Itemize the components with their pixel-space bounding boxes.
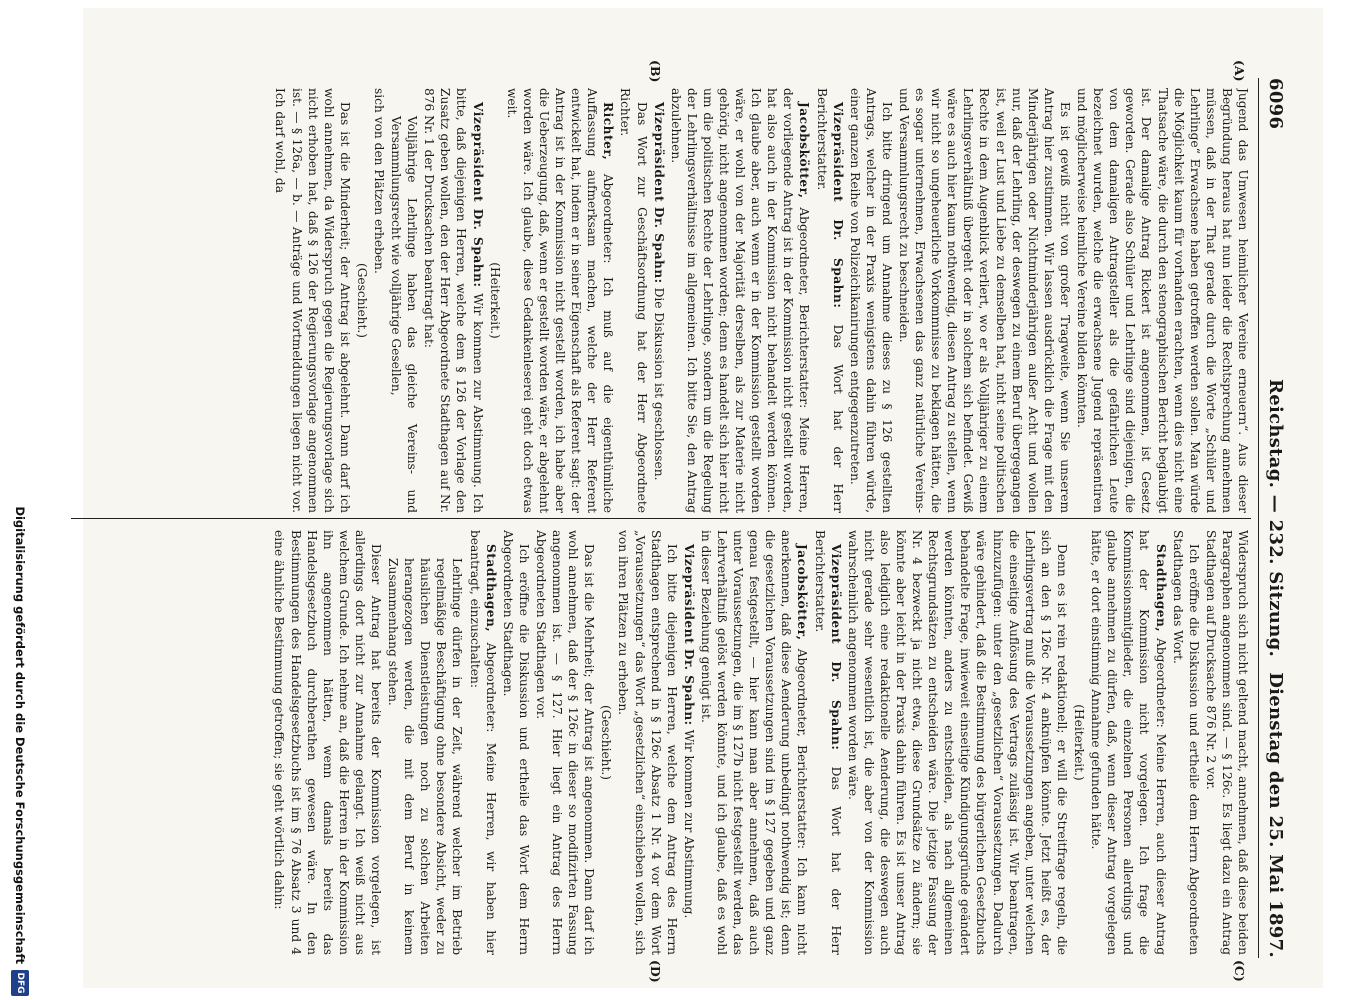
margin-mark-a: (A): [1232, 60, 1247, 82]
stage-direction: (Geschieht.): [599, 704, 614, 781]
quoted-amendment: Volljährige Lehrlinge haben das gleiche Vereins- und Versammlungsrecht wie volljährige Gesellen,: [389, 116, 420, 513]
speech-text: Die Diskussion ist geschlossen.: [651, 287, 666, 481]
paragraph: Jugend das Umwesen heimlicher Vereine erneuern“. Aus dieser Begründung heraus hat nun leider die Rechtsprechung annehmen müssen, daß in der That gerade durch die Worte „Schüler und Lehrlinge“ Erwachsene haben getroffen werden sollen. Man würde die Möglichkeit kaum für vorhanden erachten, wenn dies nicht eine Thatsache wäre, die durch den stenographischen Bericht beglaubigt ist. Der damalige Antrag Rickert ist angenommen, ist Gesetz geworden. Gerade also Schüler und Lehrlinge sind diejenigen, die von dem damaligen Antragsteller als die gefährlichen Leute bezeichnet wurden, welche die erwachsene Jugend repräsentiren und möglicherweise heimliche Vereine bilden könnten.: [1075, 88, 1250, 513]
right-column: [51, 530, 1251, 955]
speech-text: Das Wort hat der Herr Berichterstatter.: [812, 530, 843, 955]
footer-credit: Digitalisierung gefördert durch die Deutsche Forschungsgemeinschaft: [13, 506, 27, 964]
paragraph: Das ist die Mehrheit; der Antrag ist angenommen. Dann darf ich wohl annehmen, daß der § 126c in dieser so modifizirten Fassung angenommen ist. — § 127. Hier liegt ein Antrag des Herrn Abgeordneten Stadthagen vor.: [533, 530, 597, 955]
speech: [813, 88, 845, 513]
paragraph: Dieser Antrag hat bereits der Kommission vorgelegen, ist allerdings dort nicht zur Annahme gelangt. Ich weiß nicht aus welchem Grunde. Ich nehme an, daß die Herren in der Kommission ihn angenommen hätten, wenn damals bereits das Handelsgesetzbuch durchberathen gewesen wäre. In den Bestimmungen des Handelsgesetzbuchs ist im § 76 Absatz 3 und 4 eine ähnliche Bestimmung getroffen; sie geht wörtlich dahin:: [272, 530, 384, 955]
paragraph: Ich eröffne die Diskussion und ertheile dem Herrn Abgeordneten Stadthagen das Wort.: [1170, 530, 1201, 955]
paragraph: Es ist gewiß nicht von großer Tragweite, wenn Sie unserem Antrag hier zustimmen. Wir lassen ausdrücklich die Frage mit den Minderjährigen oder Nichtminderjährigen außer Acht und wollen nur, daß der Lehrling, der deswegen zu einem Beruf übergegangen ist, weil er Lust und Liebe zu demselben hat, nicht seine politischen Rechte in dem Augenblick verliert, wo er als Volljähriger zu einem Lehrlingsverhältniß übergeht oder in solchem sich befindet. Gewiß wäre es auch hier kaum nothwendig, diesen Antrag zu stellen, wenn wir nicht so ungeheuerliche Vorkommnisse zu beklagen hätten, die es sogar unternehmen, Erwachsenen das ganz natürliche Vereins- und Versammlungsrecht zu beschneiden.: [897, 88, 1072, 513]
speech: [698, 530, 811, 955]
speech-text: Abgeordneter: Meine Herren, auch dieser Antrag hat der Kommission nicht vorgelegen. Ich frage die Kommissionsmitglieder, die einzelnen Personen allerdings und glaube annehmen zu dürfen, daß, wenn dieser Antrag vorgelegen hätte, er dort einstimmig Annahme gefunden hätte.: [1089, 530, 1168, 955]
speaker-name: Jacobskötter,: [797, 102, 812, 199]
speech-text: Abgeordneter, Berichterstatter: Ich kann nicht anerkennen, daß diese Aenderung unbedingt nothwendig ist; denn die gesetzlichen Voraussetzungen sind im § 127 gegeben und ganz genau festgestellt, — hier kann man aber annehmen, daß auch unter Voraussetzungen, die im § 127b nicht festgestellt werden, das Lehrverhältniß gelöst werden könnte, und ich glaube, daß es wohl in dieser Beziehung genügt ist.: [698, 530, 810, 955]
paragraph: Ich eröffne die Diskussion und ertheile das Wort dem Herrn Abgeordneten Stadthagen.: [500, 530, 531, 955]
paragraph: sich von den Plätzen erheben.: [372, 88, 387, 274]
column-divider: [71, 518, 1251, 519]
paragraph: Das Wort zur Geschäftsordnung hat der Herr Abgeordnete Richter.: [618, 88, 649, 513]
dfg-logo-icon: DFG: [11, 970, 29, 996]
speaker-name: Stadthagen,: [483, 544, 498, 633]
speech: [421, 88, 485, 513]
header-rule: [1258, 78, 1259, 958]
speech-text: Wir kommen zur Abstimmung.: [681, 729, 696, 919]
speech-text: Wir kommen zur Abstimmung. Ich bitte, daß diejenigen Herren, welche dem § 126 der Vorlage den Zusatz geben wollen, den der Herr Abgeordnete Stadthagen auf Nr. 876 Nr. 1 der Drucksachen beantragt hat:: [422, 88, 485, 513]
paragraph: Denn es ist rein redaktionell; er will die Streitfrage regeln, die sich an den § 126c Nr. 4 anknüpfen könnte. Jetzt heißt es, der Lehrlingsvertrag muß die Voraussetzungen angeben, unter welchen die einseitige Auflösung des Vertrags zulässig ist. Wir beantragen, hinzuzufügen: unter den „gesetzlichen“ Voraussetzungen. Dadurch wäre gehindert, daß die Bestimmung des bürgerlichen Gesetzbuchs behandelte Frage, inwieweit einseitige Kündigungsgründe geändert werden könnten, anders zu entscheiden, als nach allgemeinen Rechtsgrundsätzen zu entscheiden wäre. Die jetzige Fassung der Nr. 4 bezweckt ja nicht etwa, diese Grundsätze zu ändern; sie könnte aber leicht in der Praxis dahin führen. Es ist unser Antrag also lediglich eine redaktionelle Aenderung, die deswegen auch nicht gerade sehr wesentlich ist, die aber von der Kommission wahrscheinlich angenommen worden wäre.: [845, 530, 1069, 955]
speech: [1088, 530, 1168, 955]
paragraph: Das ist die Minderheit; der Antrag ist abgelehnt. Dann darf ich wohl annehmen, da Widerspruch gegen die Regierungsvorlage sich nicht erhoben hat, daß § 126 der Regierungsvorlage angenommen ist. — § 126a, — b. — Anträge und Wortmeldungen liegen nicht vor. Ich darf wohl, da: [273, 88, 352, 513]
page-number: 6096: [1265, 78, 1287, 130]
speaker-name: Vizepräsident Dr. Spahn:: [651, 102, 666, 284]
speaker-name: Richter,: [601, 102, 616, 161]
speaker-name: Jacobskötter,: [795, 544, 810, 641]
speech: [681, 530, 697, 955]
stage-direction: (Heiterkeit.): [487, 262, 502, 339]
speaker-name: Vizepräsident Dr. Spahn:: [828, 544, 843, 751]
speaker-name: Vizepräsident Dr. Spahn:: [830, 102, 845, 309]
speaker-name: Stadthagen,: [1153, 544, 1168, 633]
quoted-amendment: Lehrlinge dürfen in der Zeit, während welcher im Betrieb regelmäßige Beschäftigung ohne besondere Absicht, weder zu häuslichen Dienstleistungen noch zu solchen Arbeiten herangezogen werden, die mit dem Beruf in keinem Zusammenhang stehen.: [386, 558, 465, 955]
paragraph: Ich bitte dringend um Annahme dieses zu § 126 gestellten Antrags, welcher in der Praxis wenigstens dahin führen würde, einer ganzen Reihe von Polizeichikanirungen entgegenzutreten.: [847, 88, 894, 513]
page-header: [1263, 78, 1289, 958]
left-column: [51, 88, 1251, 513]
scanned-page: [83, 8, 1323, 988]
margin-mark-c: (C): [1232, 960, 1247, 982]
speech: [504, 88, 617, 513]
speech-text: Abgeordneter, Berichterstatter: Meine Herren, der vorliegende Antrag ist in der Kommission nicht gestellt worden, hat also auch in der Kommission nicht behandelt werden können. Ich glaube aber, auch wenn er in der Kommission gestellt worden wäre, er wohl von der Majorität derselben, als zur Materie nicht gehörig, nicht angenommen worden; denn es handelt sich hier nicht um die politischen Rechte der Lehrlinge, sondern um die Regelung der Lehrlingsverhältnisse im allgemeinen. Ich bitte Sie, den Antrag abzulehnen.: [668, 88, 812, 513]
speech: [651, 88, 667, 513]
speech: [668, 88, 813, 513]
digitization-footer: [5, 0, 35, 1000]
speech-text: Das Wort hat der Herr Berichterstatter.: [814, 88, 845, 513]
speaker-name: Vizepräsident Dr. Spahn:: [470, 102, 485, 288]
header-date: Dienstag den 25. Mai 1897.: [1265, 672, 1287, 958]
paragraph: Widerspruch sich nicht geltend macht, annehmen, daß diese beiden Paragraphen angenommen sind. — § 126c. Es liegt dazu ein Antrag Stadthagen auf Drucksache 876 Nr. 2 vor.: [1203, 530, 1250, 955]
paragraph: Ich bitte diejenigen Herren, welche dem Antrag des Herrn Stadthagen entsprechend in § 126c Absatz 1 Nr. 4 vor dem Wort „Voraussetzungen“ das Wort „gesetzlichen“ einschieben wollen, sich von ihren Plätzen zu erheben.: [616, 530, 679, 955]
margin-mark-d: (D): [648, 960, 663, 983]
speaker-name: Vizepräsident Dr. Spahn:: [681, 544, 696, 726]
speech-text: Abgeordneter: Ich muß auf die eigenthümliche Auffassung aufmerksam machen, welche der Herr Referent entwickelt hat, indem er in seiner Eigenschaft als Referent sagt: der Antrag ist in der Kommission nicht gestellt worden, ich habe aber die Ueberzeugung, daß, wenn er gestellt worden wäre, er abgelehnt worden wäre. Ich glaube, diese Gedankenleserei geht doch etwas weit.: [504, 88, 616, 513]
stage-direction: (Heiterkeit.): [1072, 704, 1087, 781]
speech: [467, 530, 499, 955]
header-title: Reichstag. — 232. Sitzung.: [1265, 378, 1287, 658]
stage-direction: (Geschieht.): [354, 262, 369, 339]
speech: [811, 530, 843, 955]
speech-text: Abgeordneter: Meine Herren, wir haben hier beantragt, einzuschalten:: [467, 530, 498, 955]
margin-mark-b: (B): [648, 60, 663, 83]
